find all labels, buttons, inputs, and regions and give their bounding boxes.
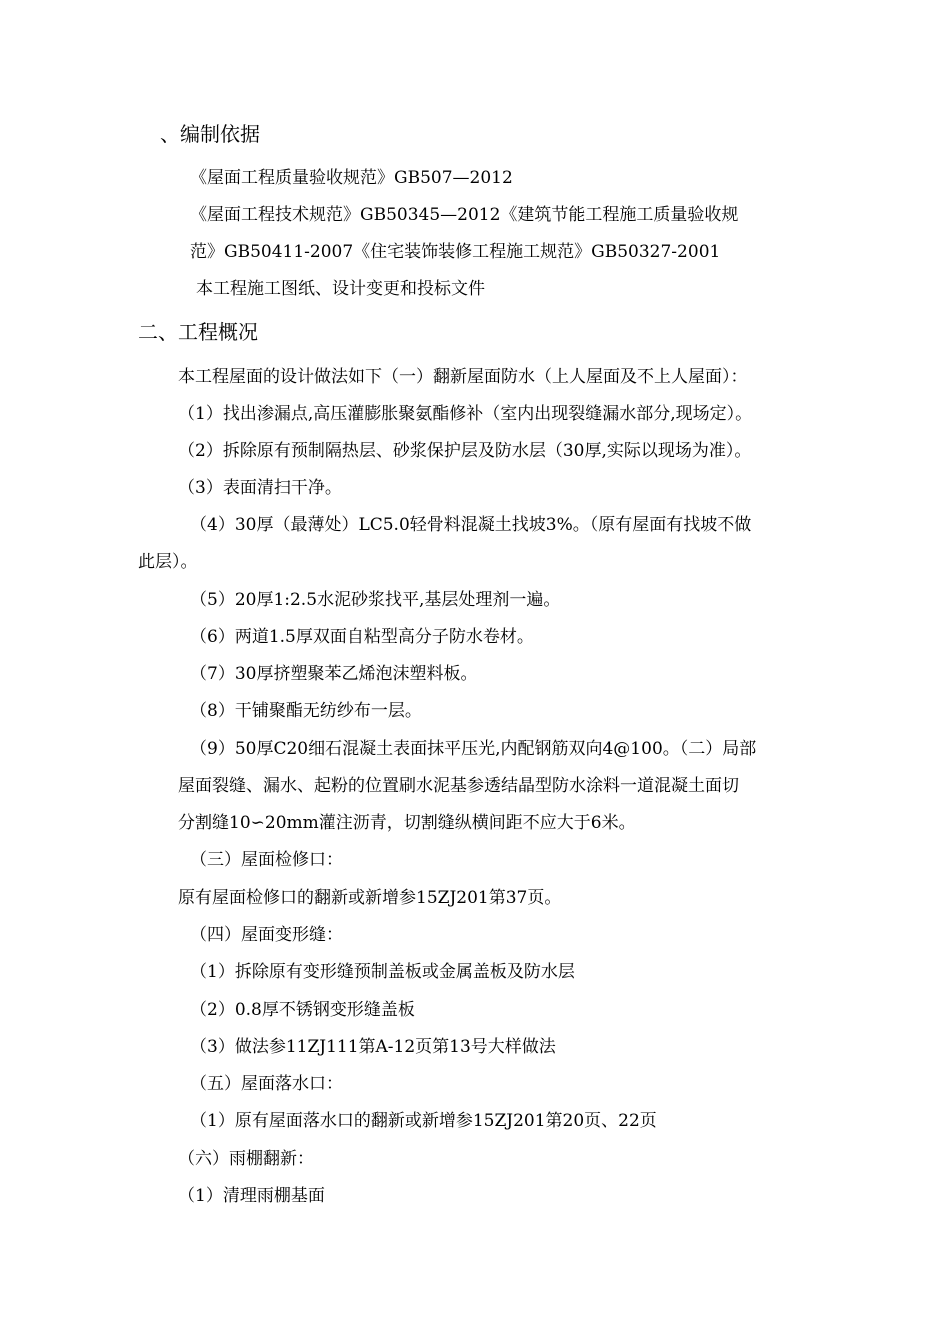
basis-line-1: 《屋面工程质量验收规范》GB507—2012 (190, 168, 513, 188)
overview-line-12: 屋面裂缝、漏水、起粉的位置刷水泥基参透结晶型防水涂料一道混凝土面切 (178, 776, 739, 796)
overview-line-17: （1）拆除原有变形缝预制盖板或金属盖板及防水层 (190, 962, 575, 982)
overview-line-20: （五）屋面落水口： (190, 1074, 343, 1094)
overview-line-23: （1）清理雨棚基面 (178, 1186, 325, 1206)
overview-line-21: （1）原有屋面落水口的翻新或新增参15ZJ201第20页、22页 (190, 1111, 657, 1131)
overview-line-16: （四）屋面变形缝： (190, 925, 343, 945)
section-heading-overview: 二、工程概况 (138, 320, 258, 344)
overview-line-6: 此层）。 (138, 552, 198, 572)
overview-line-19: （3）做法参11ZJ111第A-12页第13号大样做法 (190, 1037, 556, 1057)
overview-line-8: （6）两道1.5厚双面自粘型高分子防水卷材。 (190, 627, 534, 647)
overview-line-1: 本工程屋面的设计做法如下（一）翻新屋面防水（上人屋面及不上人屋面）： (178, 367, 748, 387)
basis-line-4: 本工程施工图纸、设计变更和投标文件 (196, 279, 485, 299)
basis-line-2: 《屋面工程技术规范》GB50345—2012《建筑节能工程施工质量验收规 (190, 205, 739, 225)
overview-line-9: （7）30厚挤塑聚苯乙烯泡沫塑料板。 (190, 664, 478, 684)
overview-line-3: （2）拆除原有预制隔热层、砂浆保护层及防水层（30厚,实际以现场为准）。 (178, 441, 752, 461)
overview-line-10: （8）干铺聚酯无纺纱布一层。 (190, 701, 422, 721)
overview-line-5: （4）30厚（最薄处）LC5.0轻骨料混凝土找坡3%。（原有屋面有找坡不做 (190, 515, 752, 535)
overview-line-13: 分割缝10∽20mm灌注沥青，切割缝纵横间距不应大于6米。 (178, 813, 636, 833)
overview-line-11: （9）50厚C20细石混凝土表面抹平压光,内配钢筋双向4@100。（二）局部 (190, 739, 757, 759)
overview-line-18: （2）0.8厚不锈钢变形缝盖板 (190, 1000, 415, 1020)
overview-line-14: （三）屋面检修口： (190, 850, 343, 870)
overview-line-2: （1）找出渗漏点,高压灌膨胀聚氨酯修补（室内出现裂缝漏水部分,现场定）。 (178, 404, 753, 424)
basis-line-3: 范》GB50411-2007《住宅装饰装修工程施工规范》GB50327-2001 (190, 242, 721, 262)
overview-line-7: （5）20厚1:2.5水泥砂浆找平,基层处理剂一遍。 (190, 590, 561, 610)
overview-line-15: 原有屋面检修口的翻新或新增参15ZJ201第37页。 (178, 888, 562, 908)
section-heading-basis: 、编制依据 (160, 122, 260, 146)
overview-line-22: （六）雨棚翻新： (178, 1149, 314, 1169)
overview-line-4: （3）表面清扫干净。 (178, 478, 342, 498)
